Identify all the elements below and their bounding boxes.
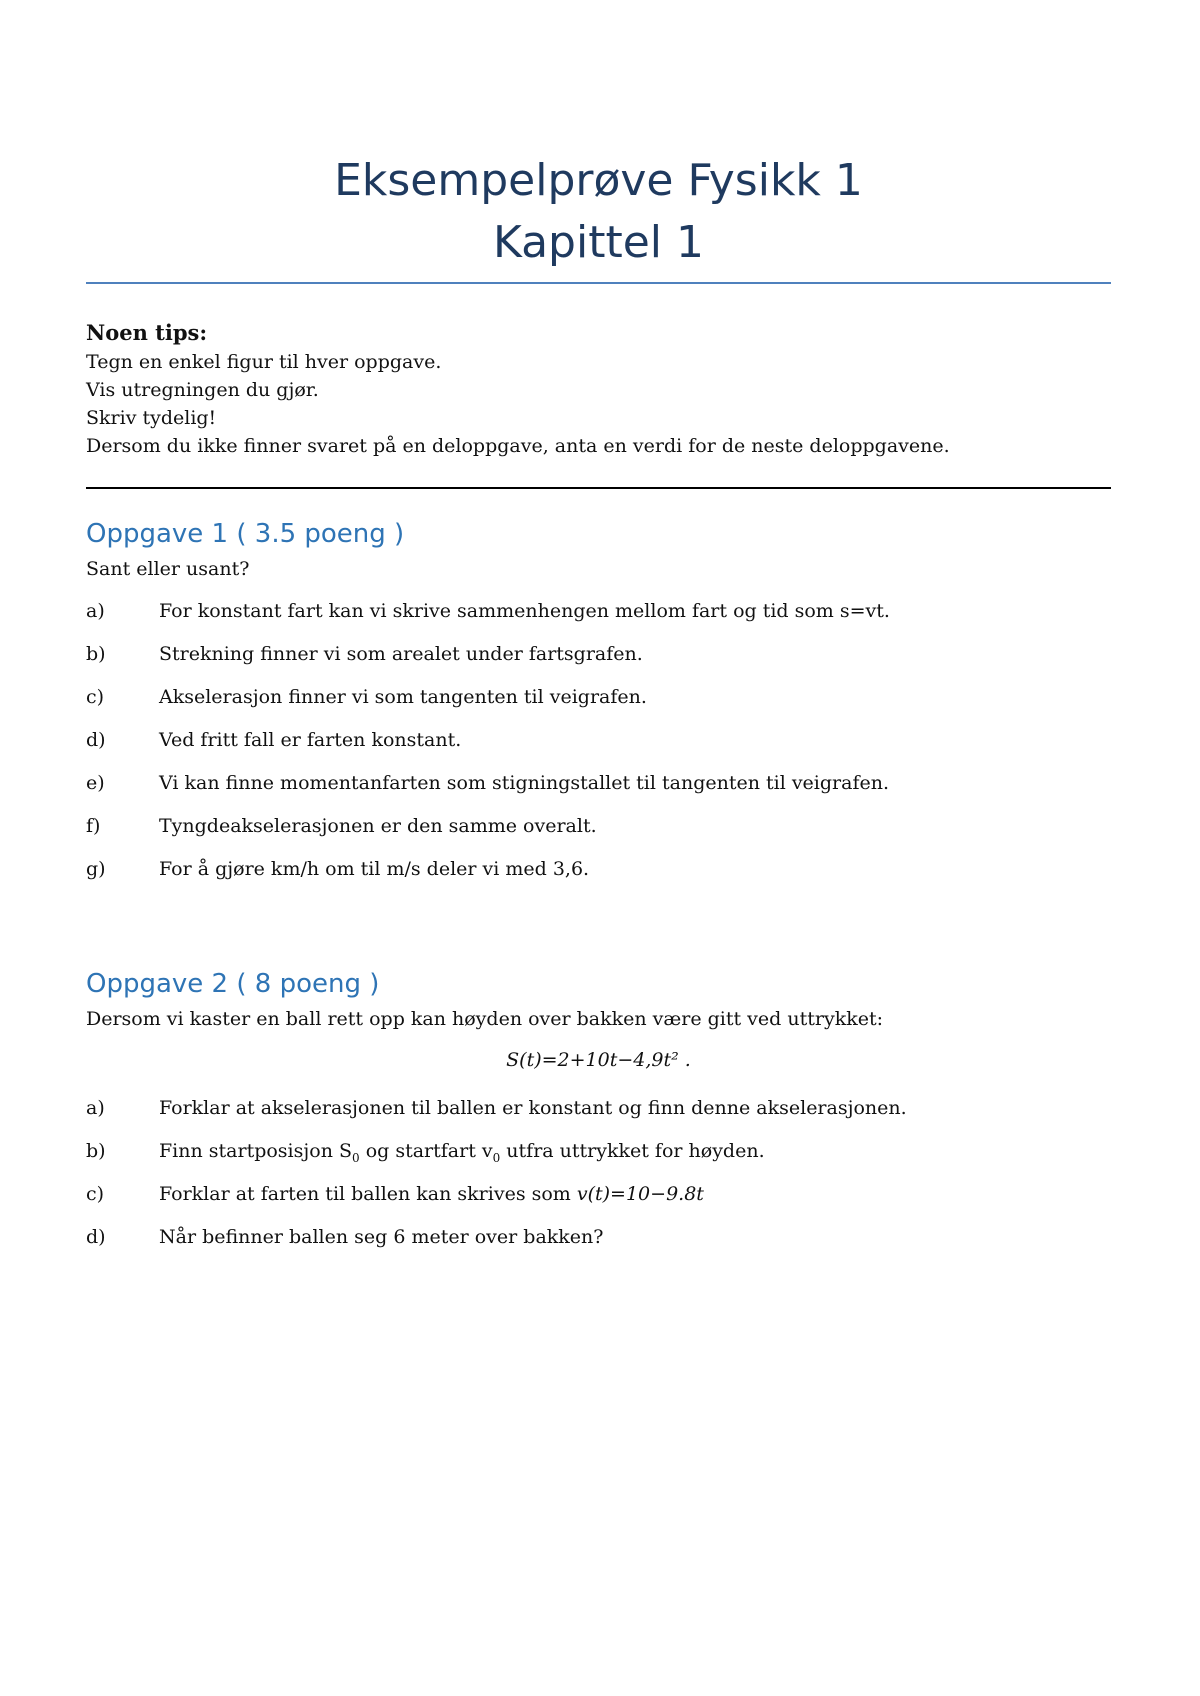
item-text-part: utfra uttrykket for høyden.	[500, 1140, 765, 1162]
item-text-part: og startfart v	[359, 1140, 493, 1162]
item-label: g)	[86, 858, 106, 880]
item-text: Strekning finner vi som arealet under fartsgrafen.	[159, 643, 643, 665]
title-line-2: Kapittel 1	[493, 217, 704, 268]
item-label: a)	[86, 1097, 105, 1119]
item-label: b)	[86, 643, 106, 665]
item-text: Forklar at akselerasjonen til ballen er konstant og finn denne akselerasjonen.	[159, 1097, 907, 1119]
task2-intro: Dersom vi kaster en ball rett opp kan høyden over bakken være gitt ved uttrykket:	[86, 1008, 883, 1030]
tips-heading: Noen tips:	[86, 320, 208, 345]
task1-intro: Sant eller usant?	[86, 558, 250, 580]
task1-heading: Oppgave 1 ( 3.5 poeng )	[86, 519, 405, 549]
item-label: e)	[86, 772, 105, 794]
item-label: d)	[86, 729, 106, 751]
item-text: For konstant fart kan vi skrive sammenhengen mellom fart og tid som s=vt.	[159, 600, 890, 622]
height-formula: S(t)=2+10t−4,9t² .	[506, 1049, 691, 1071]
tips-section	[86, 318, 1111, 460]
tips-divider	[86, 487, 1111, 489]
title-divider	[86, 282, 1111, 284]
item-text: Ved fritt fall er farten konstant.	[159, 729, 462, 751]
title-line-1: Eksempelprøve Fysikk 1	[334, 155, 863, 206]
item-text-part: Forklar at farten til ballen kan skrives som	[159, 1183, 571, 1205]
item-label: a)	[86, 600, 105, 622]
item-text: For å gjøre km/h om til m/s deler vi med 3,6.	[159, 858, 590, 880]
item-text-part: Finn startposisjon S	[159, 1140, 353, 1162]
item-label: b)	[86, 1140, 106, 1162]
item-text: Når befinner ballen seg 6 meter over bakken?	[159, 1226, 604, 1248]
item-text	[159, 1180, 704, 1208]
item-label: c)	[86, 1183, 105, 1205]
item-text: Vi kan finne momentanfarten som stigningstallet til tangenten til veigrafen.	[159, 772, 890, 794]
item-label: f)	[86, 815, 101, 837]
subscript: 0	[352, 1150, 360, 1165]
item-label: d)	[86, 1226, 106, 1248]
item-text	[159, 1137, 765, 1172]
task2-heading: Oppgave 2 ( 8 poeng )	[86, 969, 380, 999]
tips-line: Tegn en enkel figur til hver oppgave.	[86, 351, 442, 373]
velocity-formula: v(t)=10−9.8t	[576, 1183, 704, 1205]
tips-line: Skriv tydelig!	[86, 407, 217, 429]
item-text: Akselerasjon finner vi som tangenten til veigrafen.	[159, 686, 647, 708]
subscript: 0	[492, 1150, 501, 1165]
item-label: c)	[86, 686, 105, 708]
document-title	[86, 150, 1111, 274]
tips-line: Vis utregningen du gjør.	[86, 379, 319, 401]
tips-line: Dersom du ikke finner svaret på en deloppgave, anta en verdi for de neste deloppgavene.	[86, 435, 950, 457]
item-text: Tyngdeakselerasjonen er den samme overalt.	[159, 815, 597, 837]
